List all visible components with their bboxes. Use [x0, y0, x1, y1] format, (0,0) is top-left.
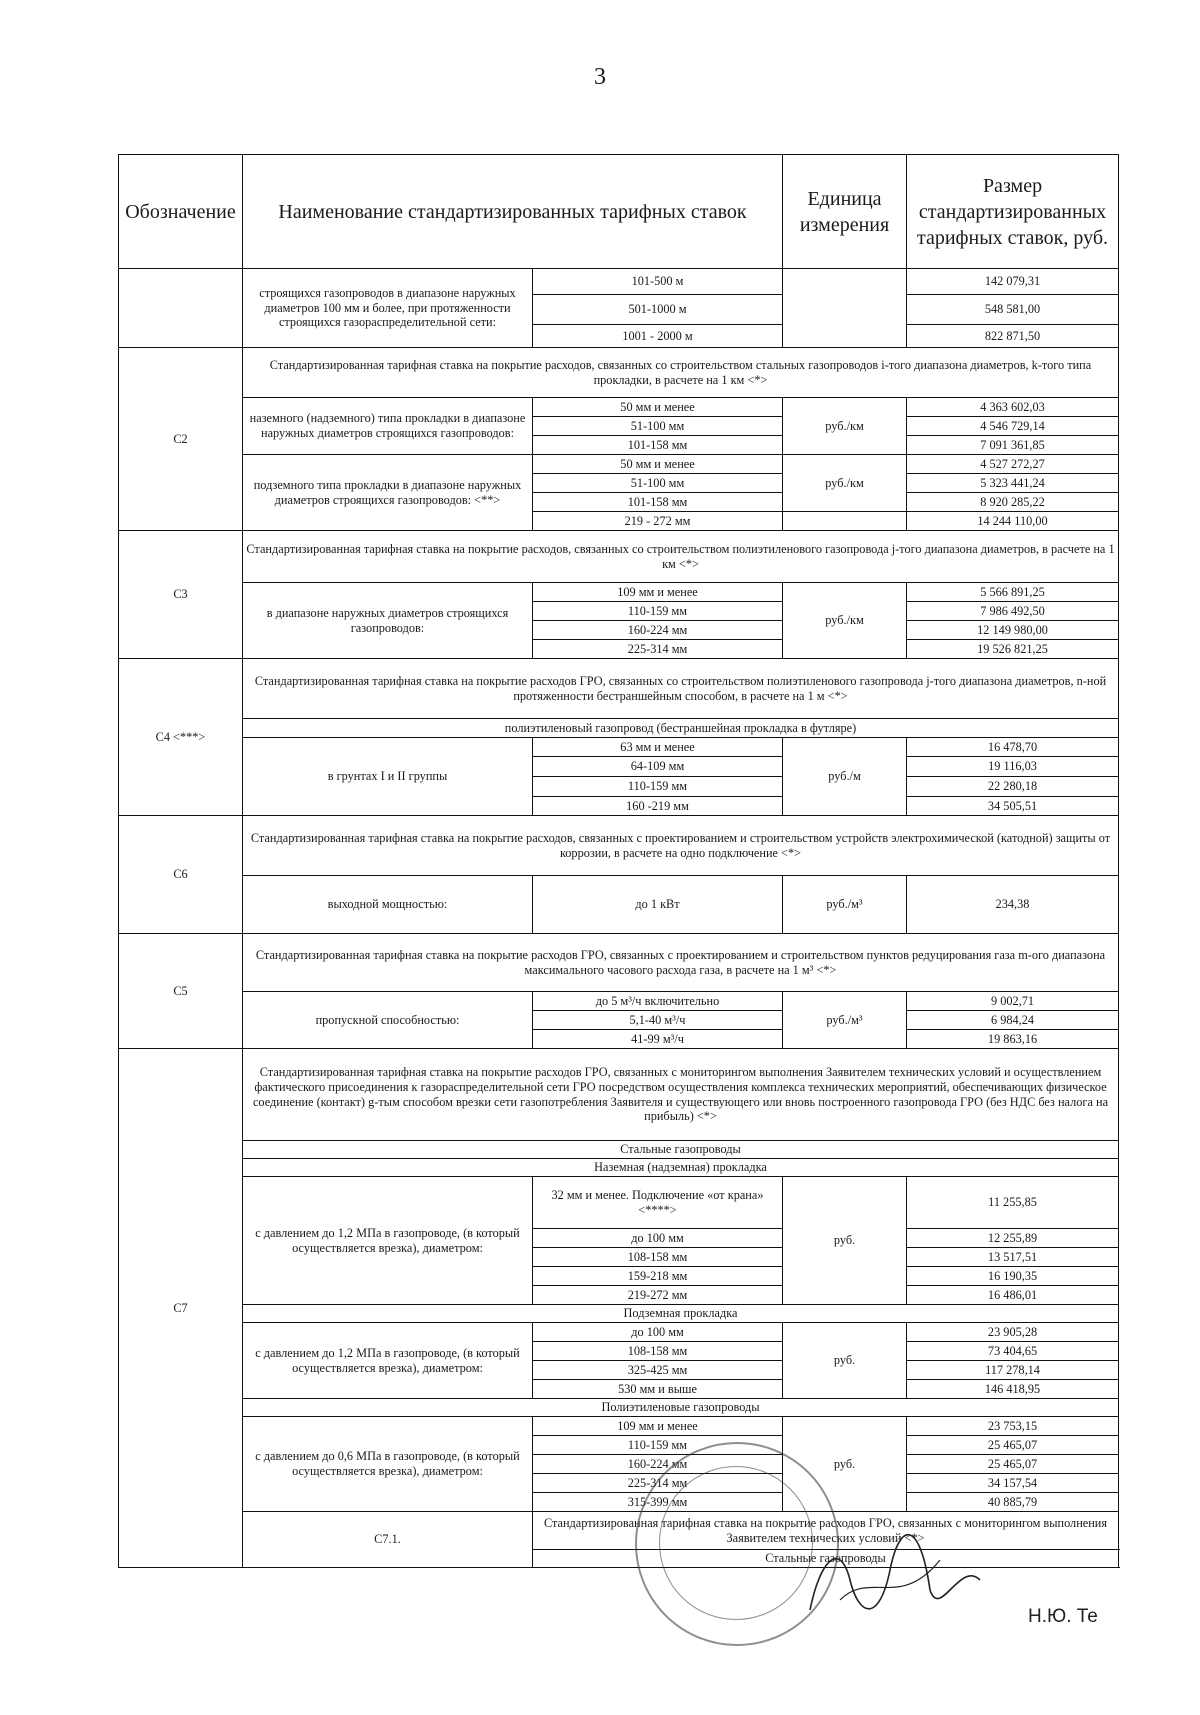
- table-row: [119, 1399, 1119, 1417]
- c2-unit: руб./км: [783, 398, 907, 455]
- c6-desc: выходной мощностью:: [243, 876, 533, 934]
- c7-under-range: 530 мм и выше: [533, 1380, 783, 1399]
- c2-range: 50 мм и менее: [533, 455, 783, 474]
- c6-value: 234,38: [907, 876, 1119, 934]
- c6-code: C6: [119, 816, 243, 934]
- c7-ground-range: 159-218 мм: [533, 1267, 783, 1286]
- c2-ground-desc: наземного (надземного) типа прокладки в диапазоне наружных диаметров строящихся газопроводов:: [243, 398, 533, 455]
- c7-ground-unit: руб.: [783, 1177, 907, 1305]
- c7-code: C7: [119, 1049, 243, 1568]
- c2-range: 50 мм и менее: [533, 398, 783, 417]
- c7-steel-header: Стальные газопроводы: [243, 1141, 1119, 1159]
- c2-range: 101-158 мм: [533, 493, 783, 512]
- c3-range: 109 мм и менее: [533, 583, 783, 602]
- table-row: [119, 992, 1119, 1011]
- c2-value: 14 244 110,00: [907, 512, 1119, 531]
- c7-pe-value: 25 465,07: [907, 1455, 1119, 1474]
- c7-ground-header: Наземная (надземная) прокладка: [243, 1159, 1119, 1177]
- c3-desc: в диапазоне наружных диаметров строящихся газопроводов:: [243, 583, 533, 659]
- c3-value: 5 566 891,25: [907, 583, 1119, 602]
- c5-banner: Стандартизированная тарифная ставка на покрытие расходов ГРО, связанных с проектированием и строительством пунктов редуцирования газа m-ого диапазона максимального часового расхода газа, в расчете на 1 м³ <*>: [243, 934, 1119, 992]
- c2-unit-blank: [783, 512, 907, 531]
- c2-code: C2: [119, 348, 243, 531]
- c2-value: 4 363 602,03: [907, 398, 1119, 417]
- c2-value: 4 527 272,27: [907, 455, 1119, 474]
- c5-range: 41-99 м³/ч: [533, 1030, 783, 1049]
- c7-pe-value: 23 753,15: [907, 1417, 1119, 1436]
- c6-banner: Стандартизированная тарифная ставка на покрытие расходов, связанных с проектированием и строительством устройств электрохимической (катодной) защиты от коррозии, в расчете на одно подключение <*>: [243, 816, 1119, 876]
- c2-under-desc: подземного типа прокладки в диапазоне наружных диаметров строящихся газопроводов: <**>: [243, 455, 533, 531]
- c7-pe-range: 225-314 мм: [533, 1474, 783, 1493]
- header-name: Наименование стандартизированных тарифных ставок: [243, 155, 783, 269]
- table-header-row: [119, 155, 1119, 269]
- table-row: [119, 876, 1119, 934]
- c1-unit-cell: [783, 269, 907, 348]
- c7-ground-range: 108-158 мм: [533, 1248, 783, 1267]
- c3-range: 225-314 мм: [533, 640, 783, 659]
- table-row: [119, 1141, 1119, 1159]
- c2-banner: Стандартизированная тарифная ставка на покрытие расходов, связанных со строительством стальных газопроводов i-того диапазона диаметров, k-того типа прокладки, в расчете на 1 км <*>: [243, 348, 1119, 398]
- c71-steel-header: Стальные газопроводы: [533, 1550, 1119, 1568]
- table-row: [119, 455, 1119, 474]
- table-row: [119, 1177, 1119, 1229]
- c7-ground-value: 16 486,01: [907, 1286, 1119, 1305]
- c7-under-unit: руб.: [783, 1323, 907, 1399]
- c7-ground-range: 32 мм и менее. Подключение «от крана» <****>: [533, 1177, 783, 1229]
- page-number: 3: [594, 64, 606, 90]
- c4-range: 110-159 мм: [533, 777, 783, 797]
- c2-value: 4 546 729,14: [907, 417, 1119, 436]
- table-row: [119, 659, 1119, 719]
- c1-value: 142 079,31: [907, 269, 1119, 295]
- c2-range: 51-100 мм: [533, 474, 783, 493]
- c7-ground-range: 219-272 мм: [533, 1286, 783, 1305]
- c7-pe-value: 34 157,54: [907, 1474, 1119, 1493]
- c4-range: 63 мм и менее: [533, 738, 783, 757]
- header-code: Обозначение: [119, 155, 243, 269]
- header-value: Размер стандартизированных тарифных ставок, руб.: [907, 155, 1119, 269]
- c6-unit: руб./м³: [783, 876, 907, 934]
- c7-ground-value: 12 255,89: [907, 1229, 1119, 1248]
- tariff-table: [118, 154, 1119, 1568]
- c7-ground-value: 16 190,35: [907, 1267, 1119, 1286]
- c7-ground-value: 11 255,85: [907, 1177, 1119, 1229]
- signature-icon: [780, 1500, 1030, 1630]
- c4-range: 160 -219 мм: [533, 797, 783, 816]
- table-row: [119, 531, 1119, 583]
- c4-value: 16 478,70: [907, 738, 1119, 757]
- c7-under-range: 325-425 мм: [533, 1361, 783, 1380]
- c7-under-desc: с давлением до 1,2 МПа в газопроводе, (в который осуществляется врезка), диаметром:: [243, 1323, 533, 1399]
- c7-pe-header: Полиэтиленовые газопроводы: [243, 1399, 1119, 1417]
- c1-code-cell: [119, 269, 243, 348]
- c7-under-value: 146 418,95: [907, 1380, 1119, 1399]
- c1-range: 1001 - 2000 м: [533, 325, 783, 348]
- c3-banner: Стандартизированная тарифная ставка на покрытие расходов, связанных со строительством полиэтиленового газопровода j-того диапазона диаметров, в расчете на 1 км <*>: [243, 531, 1119, 583]
- c71-code: C7.1.: [243, 1512, 533, 1568]
- c7-under-range: до 100 мм: [533, 1323, 783, 1342]
- c3-unit: руб./км: [783, 583, 907, 659]
- table-row: [119, 719, 1119, 738]
- table-row: [119, 1417, 1119, 1436]
- c1-range: 101-500 м: [533, 269, 783, 295]
- table-row: [119, 1159, 1119, 1177]
- c7-pe-desc: с давлением до 0,6 МПа в газопроводе, (в который осуществляется врезка), диаметром:: [243, 1417, 533, 1512]
- c4-value: 22 280,18: [907, 777, 1119, 797]
- c1-value: 822 871,50: [907, 325, 1119, 348]
- c4-unit: руб./м: [783, 738, 907, 816]
- c71-banner: Стандартизированная тарифная ставка на покрытие расходов ГРО, связанных с мониторингом выполнения Заявителем технических условий <*>: [533, 1512, 1119, 1550]
- c1-range: 501-1000 м: [533, 295, 783, 325]
- c7-under-value: 23 905,28: [907, 1323, 1119, 1342]
- c7-pe-value: 25 465,07: [907, 1436, 1119, 1455]
- c4-value: 34 505,51: [907, 797, 1119, 816]
- table-row: [119, 816, 1119, 876]
- c1-desc: строящихся газопроводов в диапазоне наружных диаметров 100 мм и более, при протяженности строящихся газораспределительной сети:: [243, 269, 533, 348]
- c7-under-value: 117 278,14: [907, 1361, 1119, 1380]
- c7-under-range: 108-158 мм: [533, 1342, 783, 1361]
- c7-pe-range: 109 мм и менее: [533, 1417, 783, 1436]
- table-row: [119, 1049, 1119, 1141]
- c5-unit: руб./м³: [783, 992, 907, 1049]
- table-row: [119, 348, 1119, 398]
- c2-value: 5 323 441,24: [907, 474, 1119, 493]
- c4-subheader: полиэтиленовый газопровод (бестраншейная прокладка в футляре): [243, 719, 1119, 738]
- c7-ground-range: до 100 мм: [533, 1229, 783, 1248]
- c5-range: 5,1-40 м³/ч: [533, 1011, 783, 1030]
- c7-pe-range: 315-399 мм: [533, 1493, 783, 1512]
- c2-range: 51-100 мм: [533, 417, 783, 436]
- table-row: [119, 738, 1119, 757]
- c2-value: 8 920 285,22: [907, 493, 1119, 512]
- c5-desc: пропускной способностью:: [243, 992, 533, 1049]
- c7-under-header: Подземная прокладка: [243, 1305, 1119, 1323]
- c7-pe-unit: руб.: [783, 1417, 907, 1512]
- c5-value: 19 863,16: [907, 1030, 1119, 1049]
- c1-value: 548 581,00: [907, 295, 1119, 325]
- table-row: [119, 398, 1119, 417]
- c3-value: 7 986 492,50: [907, 602, 1119, 621]
- c4-value: 19 116,03: [907, 757, 1119, 777]
- c3-value: 12 149 980,00: [907, 621, 1119, 640]
- table-row: [119, 583, 1119, 602]
- c3-code: C3: [119, 531, 243, 659]
- c4-code: C4 <***>: [119, 659, 243, 816]
- c7-banner: Стандартизированная тарифная ставка на покрытие расходов ГРО, связанных с мониторингом выполнения Заявителем технических условий и осуществлением фактического присоединения к газораспределительной сети ГРО посредством осуществления комплекса технических мероприятий, обеспечивающих физическое соединение (контакт) g-тым способом врезки сети газопотребления Заявителя и существующего или вновь построенного газопровода ГРО (без НДС без налога на прибыль) <*>: [243, 1049, 1119, 1141]
- table-row: [119, 269, 1119, 295]
- c2-value: 7 091 361,85: [907, 436, 1119, 455]
- c4-range: 64-109 мм: [533, 757, 783, 777]
- table-row: [119, 1323, 1119, 1342]
- c3-value: 19 526 821,25: [907, 640, 1119, 659]
- header-unit: Единица измерения: [783, 155, 907, 269]
- c7-pe-range: 110-159 мм: [533, 1436, 783, 1455]
- signature-name: Н.Ю. Те: [1028, 1606, 1098, 1627]
- c3-range: 110-159 мм: [533, 602, 783, 621]
- c5-range: до 5 м³/ч включительно: [533, 992, 783, 1011]
- c5-value: 6 984,24: [907, 1011, 1119, 1030]
- c7-ground-value: 13 517,51: [907, 1248, 1119, 1267]
- c7-ground-desc: с давлением до 1,2 МПа в газопроводе, (в который осуществляется врезка), диаметром:: [243, 1177, 533, 1305]
- c3-range: 160-224 мм: [533, 621, 783, 640]
- c5-code: C5: [119, 934, 243, 1049]
- c2-unit: руб./км: [783, 455, 907, 512]
- c4-desc: в грунтах I и II группы: [243, 738, 533, 816]
- c4-banner: Стандартизированная тарифная ставка на покрытие расходов ГРО, связанных со строительством полиэтиленового газопровода j-того диапазона диаметров, n-ной протяженности бестраншейным способом, в расчете на 1 м <*>: [243, 659, 1119, 719]
- table-row: [119, 1305, 1119, 1323]
- c5-value: 9 002,71: [907, 992, 1119, 1011]
- c6-range: до 1 кВт: [533, 876, 783, 934]
- c7-under-value: 73 404,65: [907, 1342, 1119, 1361]
- c7-pe-value: 40 885,79: [907, 1493, 1119, 1512]
- c7-pe-range: 160-224 мм: [533, 1455, 783, 1474]
- table-row: [119, 934, 1119, 992]
- c2-range: 101-158 мм: [533, 436, 783, 455]
- c2-range: 219 - 272 мм: [533, 512, 783, 531]
